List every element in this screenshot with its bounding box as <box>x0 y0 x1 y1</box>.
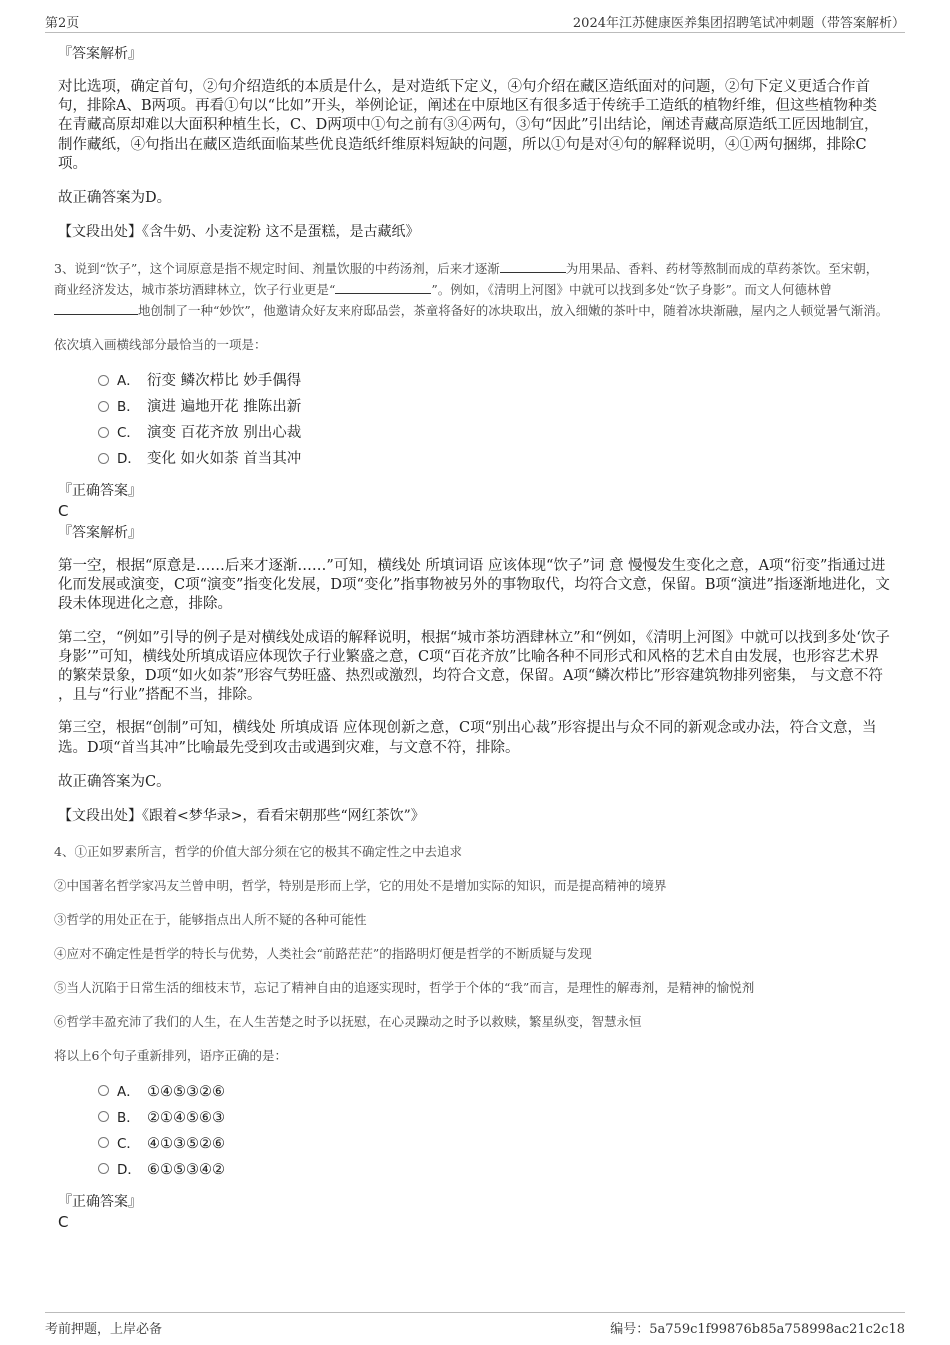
radio-icon[interactable] <box>98 1085 109 1096</box>
question-3-text: 3、说到“饮子”，这个词原意是指不规定时间、剂量饮服的中药汤剂，后来才逐渐 为用果品、香料、药材等熬制而成的草药茶饮。至宋朝，商业经济发达，城市茶坊酒肆林立，饮子行业更是“ ”。例如，《清明上河图》中就可以找到多处“饮子身影”。而文人何德林曾地创制了一种“妙饮”，他邀请众好友来府邸品尝，茶童将备好的冰块取出，放入细嫩的茶叶中，随着冰块渐融，屋内之人顿觉暑气渐消。 <box>54 261 889 319</box>
analysis-paragraph-3: 第三空，根据“创制”可知，横线处 所填成语 应体现创新之意，C项“别出心裁”形容提出与众不同的新观念或办法，符合文意，当选。D项“首当其冲”比喻最先受到攻击或遇到灾难，与文意不符，排除。 <box>58 720 877 756</box>
option-a[interactable]: A． 衍变 鳞次栉比 妙手偶得 <box>98 369 890 395</box>
option-c[interactable]: C． 演变 百花齐放 别出心裁 <box>98 421 890 447</box>
option-a[interactable]: A． ①④⑤③②⑥ <box>98 1080 890 1106</box>
analysis-paragraph-1: 第一空，根据“原意是……后来才逐渐……”可知，横线处 所填词语 应该体现“饮子”词 意 慢慢发生变化之意，A项“衍变”指通过进化而发展或演变，C项“演变”指变化发展，D项“变化”指事物被另外的事物取代，均符合文意，保留。B项“演进”指逐渐地进化，文段未体现进化之意，排除。 <box>58 558 890 613</box>
document-body <box>54 44 890 1234</box>
page-footer <box>45 1312 905 1337</box>
page-header <box>45 12 905 33</box>
option-b[interactable]: B． 演进 遍地开花 推陈出新 <box>98 395 890 421</box>
question-3-options <box>98 369 890 473</box>
analysis-paragraph: 对比选项，确定首句，②句介绍造纸的本质是什么，是对造纸下定义，④句介绍在藏区造纸面对的问题，②句下定义更适合作首句，排除A、B两项。再看①句以“比如”开头，举例论证，阐述在中原地区有很多适于传统手工造纸的植物纤维，但这些植物种类在青藏高原却难以大面积种植生长，C、D两项中①句之前有③④两句，③句“因此”引出结论，阐述青藏高原造纸工匠因地制宜，制作藏纸，④句指出在藏区造纸面临某些优良造纸纤维原料短缺的问题，所以①句是对④句的解释说明，④①两句捆绑，排除C项。 <box>58 79 879 172</box>
correct-answer-value: C <box>58 502 69 521</box>
sentence-4: ④应对不确定性是哲学的特长与优势，人类社会“前路茫茫”的指路明灯便是哲学的不断质疑与发现 <box>54 945 592 961</box>
sentence-5: ⑤当人沉陷于日常生活的细枝末节，忘记了精神自由的追逐实现时，哲学于个体的“我”而言，是理性的解毒剂，是精神的愉悦剂 <box>54 979 755 995</box>
correct-answer-tag: 『正确答案』 <box>58 1193 142 1210</box>
final-answer: 故正确答案为C。 <box>58 773 171 790</box>
radio-icon[interactable] <box>98 427 109 438</box>
fill-blank-2 <box>335 281 431 294</box>
radio-icon[interactable] <box>98 1163 109 1174</box>
document-title: 2024年江苏健康医养集团招聘笔试冲刺题（带答案解析） <box>572 16 905 31</box>
sentence-1: 4、①正如罗素所言，哲学的价值大部分须在它的极其不确定性之中去追求 <box>54 843 462 859</box>
correct-answer-value: C <box>58 1212 69 1231</box>
option-d[interactable]: D． 变化 如火如荼 首当其冲 <box>98 447 890 473</box>
sentence-6: ⑥哲学丰盈充沛了我们的人生，在人生苦楚之时予以抚慰，在心灵躁动之时予以救赎，繁星纵变，智慧永恒 <box>54 1013 642 1029</box>
correct-answer-tag: 『正确答案』 <box>58 483 142 500</box>
radio-icon[interactable] <box>98 401 109 412</box>
option-d[interactable]: D． ⑥①⑤③④② <box>98 1158 890 1184</box>
question-3-prompt: 依次填入画横线部分最恰当的一项是： <box>54 337 267 353</box>
radio-icon[interactable] <box>98 1137 109 1148</box>
final-answer: 故正确答案为D。 <box>58 190 172 207</box>
fill-blank-1 <box>500 260 566 273</box>
document-code: 编号：5a759c1f99876b85a758998ac21c2c18 <box>610 1322 905 1337</box>
page-number: 第2页 <box>45 16 80 31</box>
source-citation: 【文段出处】《跟着<梦华录>，看看宋朝那些“网红茶饮”》 <box>58 807 425 824</box>
footer-slogan: 考前押题，上岸必备 <box>45 1322 163 1337</box>
source-citation: 【文段出处】《含牛奶、小麦淀粉 这不是蛋糕，是古藏纸》 <box>58 224 420 241</box>
option-b[interactable]: B． ②①④⑤⑥③ <box>98 1106 890 1132</box>
radio-icon[interactable] <box>98 453 109 464</box>
analysis-tag: 『答案解析』 <box>58 525 142 542</box>
analysis-paragraph-2: 第二空，“例如”引导的例子是对横线处成语的解释说明，根据“城市茶坊酒肆林立”和“例如，《清明上河图》中就可以找到多处‘饮子身影’”可知，横线处所填成语应体现饮子行业繁盛之意，C项“百花齐放”比喻各种不同形式和风格的艺术自由发展，也形容艺术界的繁荣景象，D项“如火如荼”形容气势旺盛、热烈或激烈，均符合文意，保留。A项“鳞次栉比”形容建筑物排列密集， 与文意不符 ，且与“行业”搭配不当，排除。 <box>58 629 890 704</box>
fill-blank-3 <box>54 302 138 315</box>
sentence-2: ②中国著名哲学家冯友兰曾申明，哲学，特别是形而上学，它的用处不是增加实际的知识，而是提高精神的境界 <box>54 877 667 893</box>
question-4-options <box>98 1080 890 1184</box>
radio-icon[interactable] <box>98 1111 109 1122</box>
option-c[interactable]: C． ④①③⑤②⑥ <box>98 1132 890 1158</box>
question-4-prompt: 将以上6个句子重新排列，语序正确的是： <box>54 1047 287 1063</box>
radio-icon[interactable] <box>98 375 109 386</box>
analysis-tag: 『答案解析』 <box>58 46 142 62</box>
sentence-3: ③哲学的用处正在于，能够指点出人所不疑的各种可能性 <box>54 911 367 927</box>
